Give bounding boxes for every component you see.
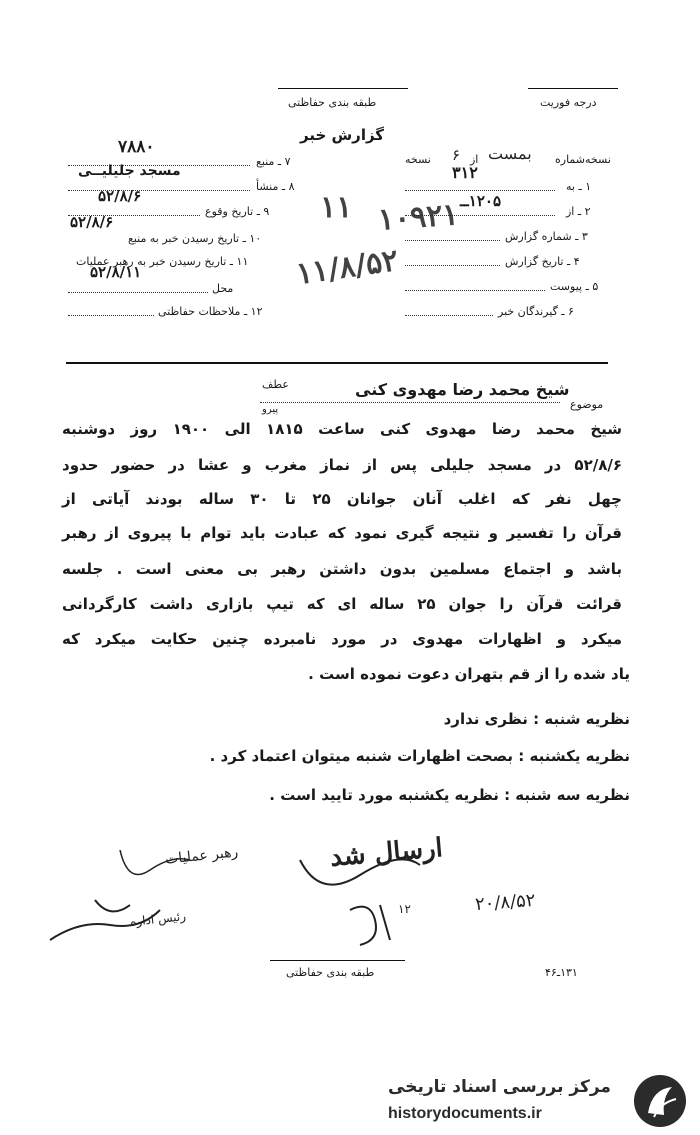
opinion-sunday: نظریه یکشنبه : بصحت اظهارات شنبه میتوان اعتماد کرد . xyxy=(209,747,630,765)
opinion-tuesday: نظریه سه شنبه : نظریه یکشنبه مورد تایید است . xyxy=(269,786,630,804)
field-occurrence-date-value: ۵۲/۸/۶ xyxy=(98,187,142,205)
field-origin-value: مسجد جلیلیــی xyxy=(78,163,181,179)
header-rule xyxy=(278,88,408,89)
bottom-rule xyxy=(270,960,405,961)
from-label: از xyxy=(470,153,479,166)
subject-label: موضوع xyxy=(570,398,604,411)
field-report-date-line xyxy=(405,265,500,266)
field-attachment-label: ۵ ـ پیوست xyxy=(550,280,599,293)
section-divider xyxy=(66,362,608,364)
body-line-8: یاد شده را از قم بتهران دعوت نموده است . xyxy=(308,665,630,683)
field-to-label: ۱ ـ به xyxy=(566,180,592,193)
field-location-label: محل xyxy=(212,282,234,295)
field-ops-receipt-label: ۱۱ ـ تاریخ رسیدن خبر به رهبر عملیات xyxy=(76,255,249,268)
field-from-value: ۱۲۰۵ــ xyxy=(460,192,502,210)
handwritten-mark xyxy=(340,895,400,955)
field-to-line xyxy=(405,190,555,191)
field-source-value: ۷۸۸۰ xyxy=(118,137,155,157)
urgency-label: درجه فوریت xyxy=(540,96,597,109)
classification-top: طبقه بندی حفاظتی xyxy=(288,96,377,109)
subject-value: شیخ محمد رضا مهدوی کنی xyxy=(355,380,570,399)
field-security-notes-line xyxy=(68,315,154,316)
urgency-rule xyxy=(528,88,618,89)
classification-bottom: طبقه بندی حفاظتی xyxy=(286,966,375,979)
signature-sent-scribble xyxy=(290,820,430,890)
field-source-receipt-label: ۱۰ ـ تاریخ رسیدن خبر به منبع xyxy=(128,232,262,245)
body-line-2: ۵۲/۸/۶ در مسجد جلیلی پس از نماز مغرب و عشا در حضور حدود xyxy=(62,456,622,474)
body-line-5: باشد و اجتماع مسلمین بدون داشتن رهبر بی معنی است . جلسه xyxy=(62,560,622,578)
field-ops-receipt-value: ۵۲/۸/۱۱ xyxy=(90,263,142,281)
report-title: گزارش خبر xyxy=(300,126,385,144)
body-line-3: چهل نفر که اغلب آنان جوانان ۲۵ تا ۳۰ ساله بودند آیاتی از xyxy=(62,490,622,508)
field-recipients-label: ۶ ـ گیرندگان خبر xyxy=(498,305,574,318)
field-recipients-line xyxy=(405,315,493,316)
field-location-line xyxy=(68,292,208,293)
from-hand: ۶ xyxy=(452,146,461,164)
subject-line xyxy=(260,402,560,403)
watermark-footer xyxy=(0,1063,700,1135)
field-occurrence-date-label: ۹ ـ تاریخ وقوع xyxy=(205,205,270,218)
registration-number-stamp: ۱۰۹۲۱ xyxy=(376,197,460,238)
field-origin-label: ۸ ـ منشأ xyxy=(256,180,295,193)
handwritten-12: ۱۲ xyxy=(398,902,411,916)
field-attachment-line xyxy=(405,290,545,291)
body-line-4: قرآن را تفسیر و نتیجه گیری نمود که عبادت باید توام با پیروی از رهبر xyxy=(62,524,622,542)
opinion-saturday: نظریه شنبه : نظری ندارد xyxy=(443,710,630,728)
body-line-7: میکرد و اظهارات مهدوی در مورد نامبرده چنین حکایت میکرد که xyxy=(62,630,622,648)
field-from-label: ۲ ـ از xyxy=(566,205,591,218)
body-line-6: قرائت قرآن را جوان ۲۵ ساله ای که تیپ بازاری داشت کارگردانی xyxy=(62,595,622,613)
handwritten-date: ۲۰/۸/۵۲ xyxy=(474,889,537,916)
copy-number-label: نسخه‌شماره xyxy=(555,153,611,166)
atf-label: عطف xyxy=(262,378,289,391)
signature-director-scribble xyxy=(40,880,180,950)
field-origin-line xyxy=(68,190,250,191)
peyro-label: پیرو xyxy=(262,404,279,415)
field-report-date-label: ۴ ـ تاریخ گزارش xyxy=(505,255,580,268)
field-security-notes-label: ۱۲ ـ ملاحظات حفاظتی xyxy=(158,305,263,318)
body-line-1: شیخ محمد رضا مهدوی کنی ساعت ۱۸۱۵ الی ۱۹۰۰ روز دوشنبه xyxy=(62,420,623,438)
watermark-name: مرکز بررسی اسناد تاریخی xyxy=(388,1077,611,1097)
form-code: ۱۳۱ـ۴۶ xyxy=(545,966,578,979)
watermark-url: historydocuments.ir xyxy=(388,1105,542,1122)
copy-label: نسخه xyxy=(405,153,431,166)
archive-logo-icon xyxy=(632,1073,688,1129)
mark-11-stamp: ۱۱ xyxy=(320,190,353,225)
signature-director: رئیس اداره xyxy=(129,909,187,929)
field-source-label: ۷ ـ منبع xyxy=(256,155,291,168)
field-report-number-label: ۳ ـ شماره گزارش xyxy=(505,230,588,243)
signature-ops-leader: رهبر عملیات xyxy=(164,844,239,868)
signature-sent: ارسال شد xyxy=(328,833,444,873)
field-source-receipt-value: ۵۲/۸/۶ xyxy=(70,213,114,231)
field-report-number-line xyxy=(405,240,500,241)
field-to-value: ۳۱۲ xyxy=(452,163,478,182)
copy-number-hand: بمست xyxy=(488,144,532,163)
registration-date-stamp: ۱۱/۸/۵۲ xyxy=(294,243,401,292)
